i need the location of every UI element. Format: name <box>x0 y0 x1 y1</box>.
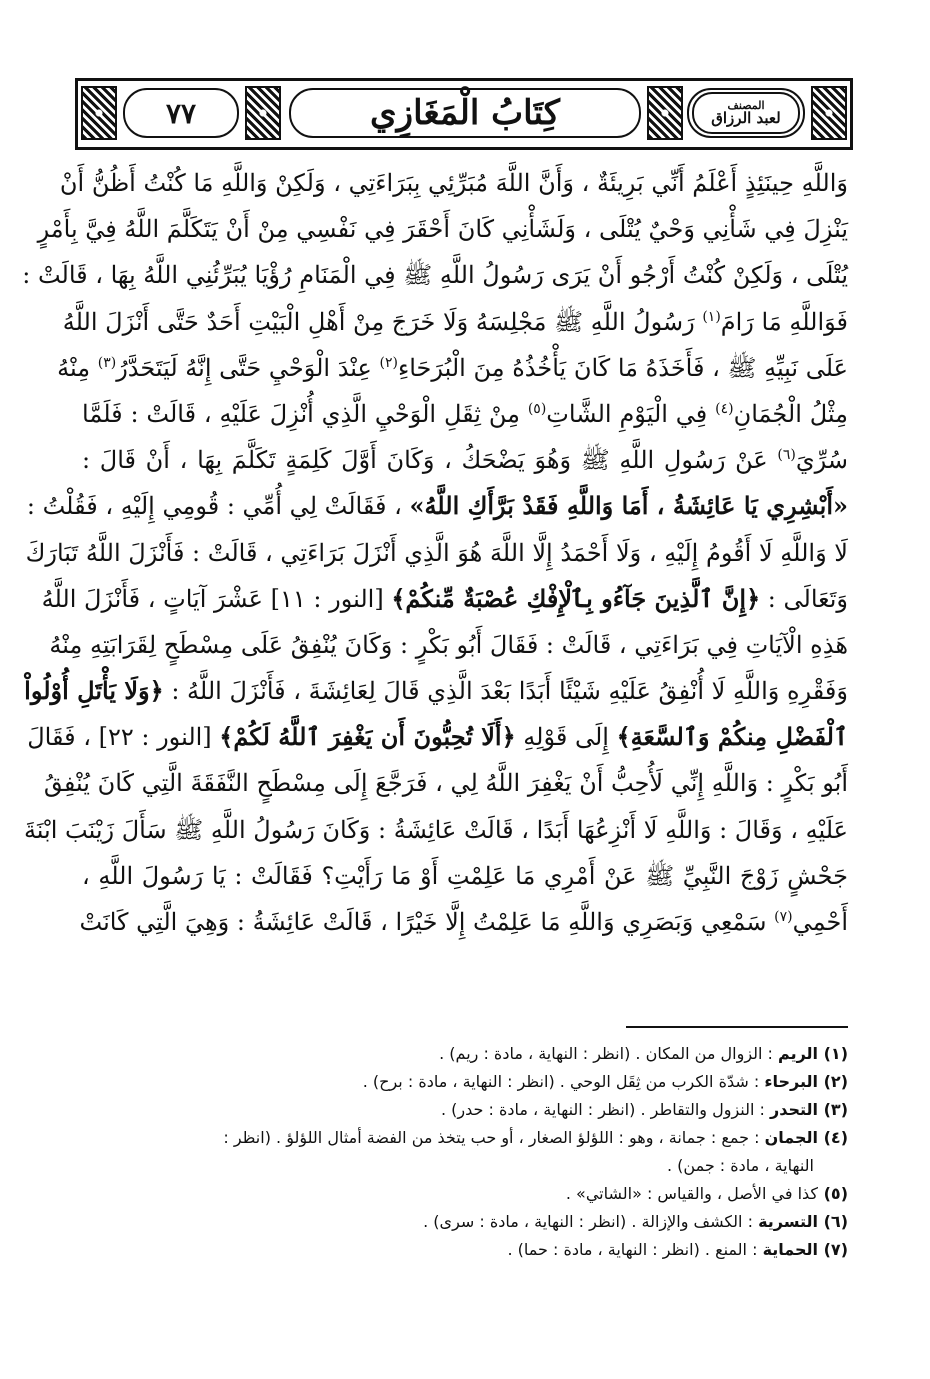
footnote-number: (١) <box>818 1044 848 1063</box>
text-line <box>22 252 848 298</box>
footnote-separator <box>626 1026 848 1028</box>
text-run: يَنْزِلَ فِي شَأْنِي وَحْيٌ يُتْلَى ، وَلَشَأْنِي كَانَ أَحْقَرَ فِي نَفْسِي مِنْ أَنْ يَتَكَلَّمَ اللَّهُ فِيَّ بِأَمْرٍ <box>37 215 848 244</box>
text-run: أَحْمِي <box>792 908 848 936</box>
emphasized-text: «أَبْشِرِي يَا عَائِشَةُ ، أَمَا وَاللَّهِ فَقَدْ بَرَّأَكِ اللَّهُ» <box>409 491 848 521</box>
text-run: عَلَى نَبِيِّهِ ﷺ ، فَأَخَذَهُ مَا كَانَ يَأْخُذُهُ مِنَ الْبُرَحَاءِ <box>397 353 848 382</box>
footnote-number: (٥) <box>818 1184 848 1203</box>
text-run: عَلَيْهِ ، وَقَالَ : وَاللَّهِ لَا أَنْزِعُهَا أَبَدًا ، قَالَتْ عَائِشَةُ : وَكَانَ رَسُولُ اللَّهِ ﷺ سَأَلَ زَيْنَبَ ابْنَةَ <box>23 815 848 844</box>
logo-line-1: المصنف <box>727 99 765 112</box>
text-run: عَنْ رَسُولِ اللَّهِ ﷺ وَهُوَ يَضْحَكُ ، وَكَانَ أَوَّلَ كَلِمَةٍ تَكَلَّمَ بِهَا ، أَنْ قَالَ : <box>82 446 778 475</box>
footnote-term: البرحاء <box>764 1072 819 1091</box>
page-number: ٧٧ <box>165 96 197 130</box>
text-line <box>49 622 848 668</box>
footnote <box>82 1068 848 1096</box>
footnote-text: : شدّة الكرب من ثِقَل الوحي . (انظر : النهاية ، مادة : برح) . <box>362 1072 765 1091</box>
footnote-text: : الزوال من المكان . (انظر : النهاية ، مادة : ريم) . <box>439 1044 779 1063</box>
text-run: سُرِّيَ <box>795 446 848 475</box>
footnote-text: النهاية ، مادة : جمن) . <box>666 1156 814 1175</box>
footnote-number: (٧) <box>818 1240 848 1259</box>
footnote <box>82 1180 848 1208</box>
footnote-number: (٢) <box>818 1072 848 1091</box>
footnote-term: التسرية <box>758 1212 819 1231</box>
footnote-number: (٤) <box>818 1128 848 1147</box>
emphasized-text: ﴿إِنَّ ٱلَّذِينَ جَآءُو بِٱلْإِفْكِ عُصْبَةٌ مِّنكُمْ﴾ <box>391 583 761 613</box>
footnote <box>82 1124 848 1152</box>
text-run: وَفَقْرِهِ وَاللَّهِ لَا أُنْفِقُ عَلَيْهِ شَيْئًا أَبَدًا بَعْدَ الَّذِي قَالَ لِعَائِشَةَ ، فَأَنْزَلَ اللَّهُ : <box>163 677 848 706</box>
emphasized-text: ﴿وَلَا يَأْتَلِ أُوْلُواْ <box>24 676 164 706</box>
text-run: ، فَقَالَتْ لِي أُمِّي : قُومِي إِلَيْهِ ، فَقُلْتُ : <box>26 492 410 521</box>
text-run: [النور : ١١] عَشْرَ آيَاتٍ ، فَأَنْزَلَ اللَّهُ <box>41 584 392 613</box>
text-run: جَحْشٍ زَوْجَ النَّبِيِّ ﷺ عَنْ أَمْرِي مَا عَلِمْتِ أَوْ مَا رَأَيْتِ؟ فَقَالَتْ : يَا رَسُولَ اللَّهِ ، <box>82 861 848 890</box>
text-run: مِنْهُ <box>57 353 98 382</box>
footnote-number: (٣) <box>818 1100 848 1119</box>
text-line <box>43 760 848 806</box>
main-text <box>22 160 849 945</box>
text-run: [النور : ٢٢] ، فَقَالَ <box>27 723 220 752</box>
text-run: لَا وَاللَّهِ لَا أَقُومُ إِلَيْهِ ، وَلَا أَحْمَدُ إِلَّا اللَّهَ هُوَ الَّذِي أَنْزَلَ بَرَاءَتِي ، قَالَتْ : فَأَنْزَلَ اللَّهُ تَبَارَكَ <box>25 538 848 567</box>
publisher-logo-cartouche <box>687 88 805 138</box>
footnote-reference: (٣) <box>97 354 117 371</box>
text-run: وَتَعَالَى : <box>760 584 848 613</box>
footnote-text: : النزول والتقاطر . (انظر : النهاية ، مادة : حدر) . <box>441 1100 771 1119</box>
footnote-term: الريم <box>778 1044 819 1063</box>
text-line <box>82 853 848 899</box>
text-run: إِلَى قَوْلِهِ <box>515 723 617 752</box>
text-run: فَوَاللَّهِ مَا رَامَ <box>720 307 848 336</box>
emphasized-text: ﴿أَلَا تُحِبُّونَ أَن يَغْفِرَ ٱللَّهُ لَكُمْ﴾ <box>219 722 516 752</box>
text-line <box>24 668 848 714</box>
text-run: سَمْعِي وَبَصَرِي وَاللَّهِ مَا عَلِمْتُ إِلَّا خَيْرًا ، قَالَتْ عَائِشَةُ : وَهِيَ الَّتِي كَانَتْ <box>79 908 775 936</box>
ornament-left-inner <box>245 86 281 140</box>
text-run: يُتْلَى ، وَلَكِنْ كُنْتُ أَرْجُو أَنْ يَرَى رَسُولُ اللَّهِ ﷺ فِي الْمَنَامِ رُؤْيَا يُبَرِّئُنِي اللَّهُ بِهَا ، قَالَتْ : <box>22 261 848 290</box>
footnote-term: الجمان <box>764 1128 819 1147</box>
text-line <box>79 899 848 945</box>
footnote-term: التحدر <box>770 1100 819 1119</box>
emphasized-text: ٱلْفَضْلِ مِنكُمْ وَٱلسَّعَةِ﴾ <box>616 722 848 752</box>
text-line <box>25 530 848 576</box>
ornament-right-inner <box>647 86 683 140</box>
text-line <box>27 714 848 760</box>
logo-line-2: لعبد الرزاق <box>711 109 781 127</box>
book-title: كِتَابُ الْمَغَازِي <box>370 93 560 133</box>
footnote <box>82 1152 848 1180</box>
footnote-reference: (١) <box>702 308 721 325</box>
footnote-text: : المنع . (انظر : النهاية ، مادة : حما) . <box>507 1240 763 1259</box>
footnote <box>82 1208 848 1236</box>
text-line <box>62 299 848 345</box>
footnote <box>82 1040 848 1068</box>
footnote-text: : الكشف والإزالة . (انظر : النهاية ، مادة : سرى) . <box>423 1212 759 1231</box>
text-line <box>23 807 848 853</box>
text-run: وَاللَّهِ حِينَئِذٍ أَعْلَمُ أَنِّي بَرِيئَةٌ ، وَأَنَّ اللَّهَ مُبَرِّئِي بِبَرَاءَتِي ، وَلَكِنْ وَاللَّهِ مَا كُنْتُ أَظُنُّ أَنْ <box>59 169 848 197</box>
footnote <box>82 1236 848 1264</box>
footnote-reference: (٢) <box>379 354 398 371</box>
text-line <box>82 391 848 437</box>
page-number-cartouche <box>123 88 239 138</box>
footnote <box>82 1096 848 1124</box>
footnote-reference: (٥) <box>527 400 547 417</box>
text-run: هَذِهِ الْآيَاتِ فِي بَرَاءَتِي ، قَالَتْ : فَقَالَ أَبُو بَكْرٍ : وَكَانَ يُنْفِقُ عَلَى مِسْطَحٍ لِقَرَابَتِهِ مِنْهُ <box>49 630 848 659</box>
text-run: مِثْلُ الْجُمَانِ <box>733 399 849 428</box>
text-run: عِنْدَ الْوَحْيِ حَتَّى إِنَّهُ لَيَتَحَدَّرُ <box>116 353 380 382</box>
title-cartouche <box>289 88 641 138</box>
footnote-reference: (٧) <box>774 909 793 925</box>
ornament-right-outer <box>811 86 847 140</box>
footnotes <box>82 1040 848 1264</box>
text-run: فِي الْيَوْمِ الشَّاتِ <box>546 399 716 428</box>
footnote-term: الحماية <box>762 1240 819 1259</box>
text-line <box>82 437 848 483</box>
text-run: أَبُو بَكْرٍ : وَاللَّهِ إِنِّي لَأُحِبُّ أَنْ يَغْفِرَ اللَّهُ لِي ، فَرَجَّعَ إِلَى مِسْطَحٍ النَّفَقَةَ الَّتِي كَانَ يُنْفِقُ <box>43 769 848 798</box>
footnote-number: (٦) <box>818 1212 848 1231</box>
publisher-logo <box>692 92 800 134</box>
page-header <box>75 78 853 150</box>
footnote-text: : جمع : جمانة ، وهو : اللؤلؤ الصغار ، أو حب يتخذ من الفضة أمثال اللؤلؤ . (انظر : <box>223 1128 765 1147</box>
text-line <box>37 206 848 252</box>
footnote-text: كذا في الأصل ، والقياس : «الشاتي» . <box>565 1184 819 1203</box>
text-line <box>26 483 848 529</box>
text-run: رَسُولُ اللَّهِ ﷺ مَجْلِسَهُ وَلَا خَرَجَ مِنْ أَهْلِ الْبَيْتِ أَحَدٌ حَتَّى أَنْزَلَ اللَّهُ <box>62 307 703 336</box>
text-line <box>41 576 848 622</box>
ornament-left-outer <box>81 86 117 140</box>
text-line <box>57 345 848 391</box>
footnote-reference: (٦) <box>777 447 796 464</box>
text-line <box>59 160 848 206</box>
footnote-reference: (٤) <box>715 400 734 417</box>
text-run: مِنْ ثِقَلِ الْوَحْيِ الَّذِي أُنْزِلَ عَلَيْهِ ، قَالَتْ : فَلَمَّا <box>82 399 528 428</box>
